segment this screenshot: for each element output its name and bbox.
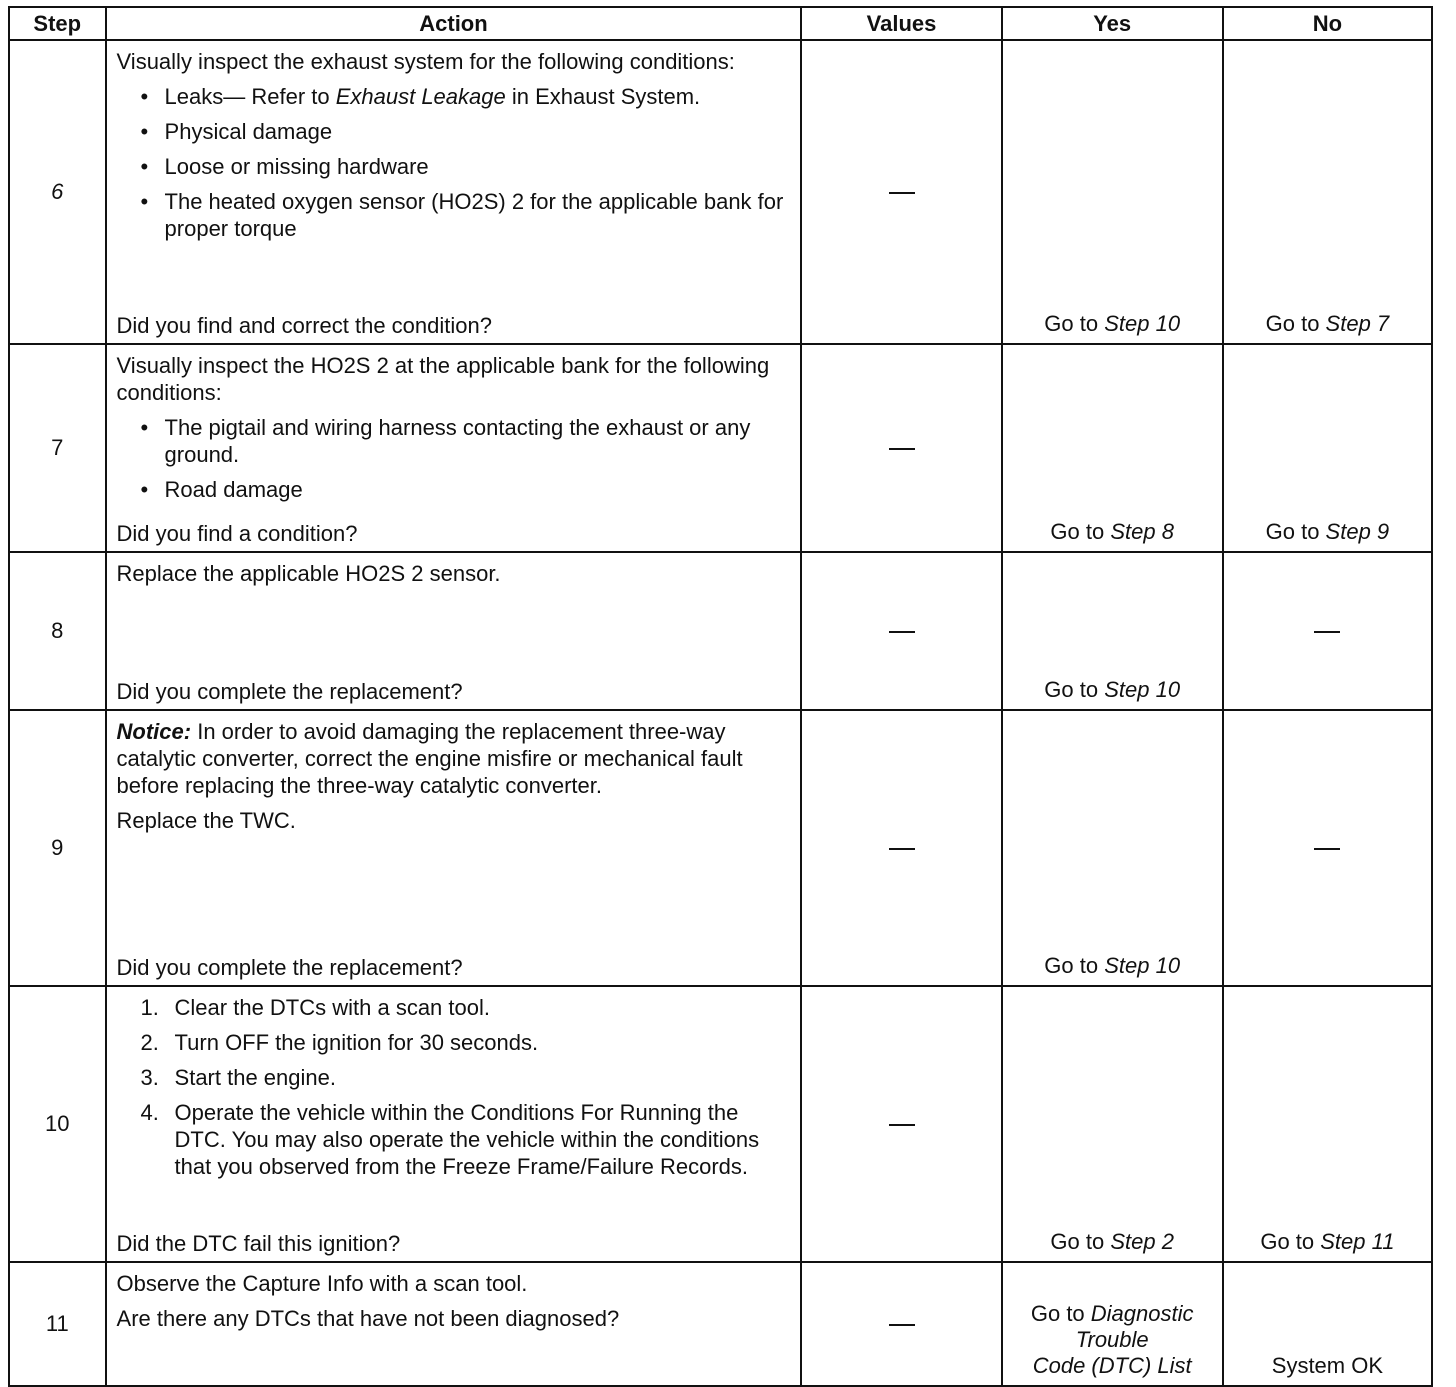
list-item: 4. Operate the vehicle within the Conditions For Running the DTC. You may also operate the vehicle within the conditions that you observed from the Freeze Frame/Failure Records. [140,1100,760,1179]
list-item: • Leaks— Refer to Exhaust Leakage in Exhaust System. [165,83,791,110]
dash-mark [889,192,915,194]
table-row [9,552,1432,710]
action-question: Did you find and correct the condition? [116,313,492,338]
action-intro: Visually inspect the HO2S 2 at the applicable bank for the following conditions: [116,353,770,405]
yes-cell: Go to Step 2 [1002,986,1223,1262]
step-number: 9 [9,710,106,986]
values-cell [801,552,1001,710]
header-no: No [1223,7,1432,40]
action-intro: Visually inspect the exhaust system for the following conditions: [116,49,735,74]
values-cell [801,344,1001,552]
action-cell [106,344,802,552]
yes-cell: Go to Step 10 [1002,710,1223,986]
action-question: Did you find a condition? [116,521,358,546]
dash-mark [1314,848,1340,850]
yes-cell: Go to Diagnostic Trouble Code (DTC) List [1002,1262,1223,1386]
no-cell: Go to Step 7 [1223,40,1432,344]
values-cell [801,986,1001,1262]
list-item: • The heated oxygen sensor (HO2S) 2 for the applicable bank for proper torque [165,188,791,242]
yes-cell: Go to Step 10 [1002,552,1223,710]
step-number: 8 [9,552,106,710]
condition-list [117,83,791,242]
action-question: Did the DTC fail this ignition? [116,1231,401,1256]
step-number: 11 [9,1262,106,1386]
notice-label: Notice: [116,719,192,744]
step-number: 10 [9,986,106,1262]
values-cell [801,710,1001,986]
no-cell: System OK [1223,1262,1432,1386]
list-item: • Physical damage [165,118,791,145]
list-item: • Loose or missing hardware [165,153,791,180]
action-cell [106,710,802,986]
no-cell: Go to Step 11 [1223,986,1432,1262]
header-action: Action [106,7,802,40]
header-step: Step [9,7,106,40]
notice-paragraph: Notice: In order to avoid damaging the replacement three-way catalytic converter, correct the engine misfire or mechanical fault before replacing the three-way catalytic converter. [116,719,743,798]
diagnostic-table [8,6,1433,1387]
dash-mark [889,848,915,850]
action-question: Did you complete the replacement? [116,679,463,704]
yes-cell: Go to Step 10 [1002,40,1223,344]
dash-mark [889,1124,915,1126]
header-yes: Yes [1002,7,1223,40]
condition-list [117,414,791,503]
dash-mark [889,1324,915,1326]
no-cell: Go to Step 9 [1223,344,1432,552]
table-row [9,986,1432,1262]
dash-mark [889,448,915,450]
values-cell [801,1262,1001,1386]
list-item: 2. Turn OFF the ignition for 30 seconds. [140,1030,539,1055]
action-cell [106,40,802,344]
list-item: 1. Clear the DTCs with a scan tool. [140,995,490,1020]
list-item: • The pigtail and wiring harness contacting the exhaust or any ground. [165,414,791,468]
list-item: • Road damage [165,476,791,503]
action-line: Observe the Capture Info with a scan tool. [116,1271,528,1296]
table-row [9,40,1432,344]
procedure-list [117,994,791,1180]
action-cell [106,1262,802,1386]
yes-cell: Go to Step 8 [1002,344,1223,552]
action-cell [106,986,802,1262]
table-row [9,344,1432,552]
action-cell [106,552,802,710]
table-row [9,1262,1432,1386]
header-values: Values [801,7,1001,40]
action-intro: Replace the applicable HO2S 2 sensor. [116,561,501,586]
header-row [9,7,1432,40]
table-row [9,710,1432,986]
values-cell [801,40,1001,344]
step-number: 7 [9,344,106,552]
dash-mark [1314,631,1340,633]
action-line: Replace the TWC. [116,808,296,833]
no-cell [1223,710,1432,986]
list-item: 3. Start the engine. [140,1065,336,1090]
step-number: 6 [9,40,106,344]
dash-mark [889,631,915,633]
no-cell [1223,552,1432,710]
action-question: Did you complete the replacement? [116,955,463,980]
action-question: Are there any DTCs that have not been diagnosed? [116,1306,620,1331]
